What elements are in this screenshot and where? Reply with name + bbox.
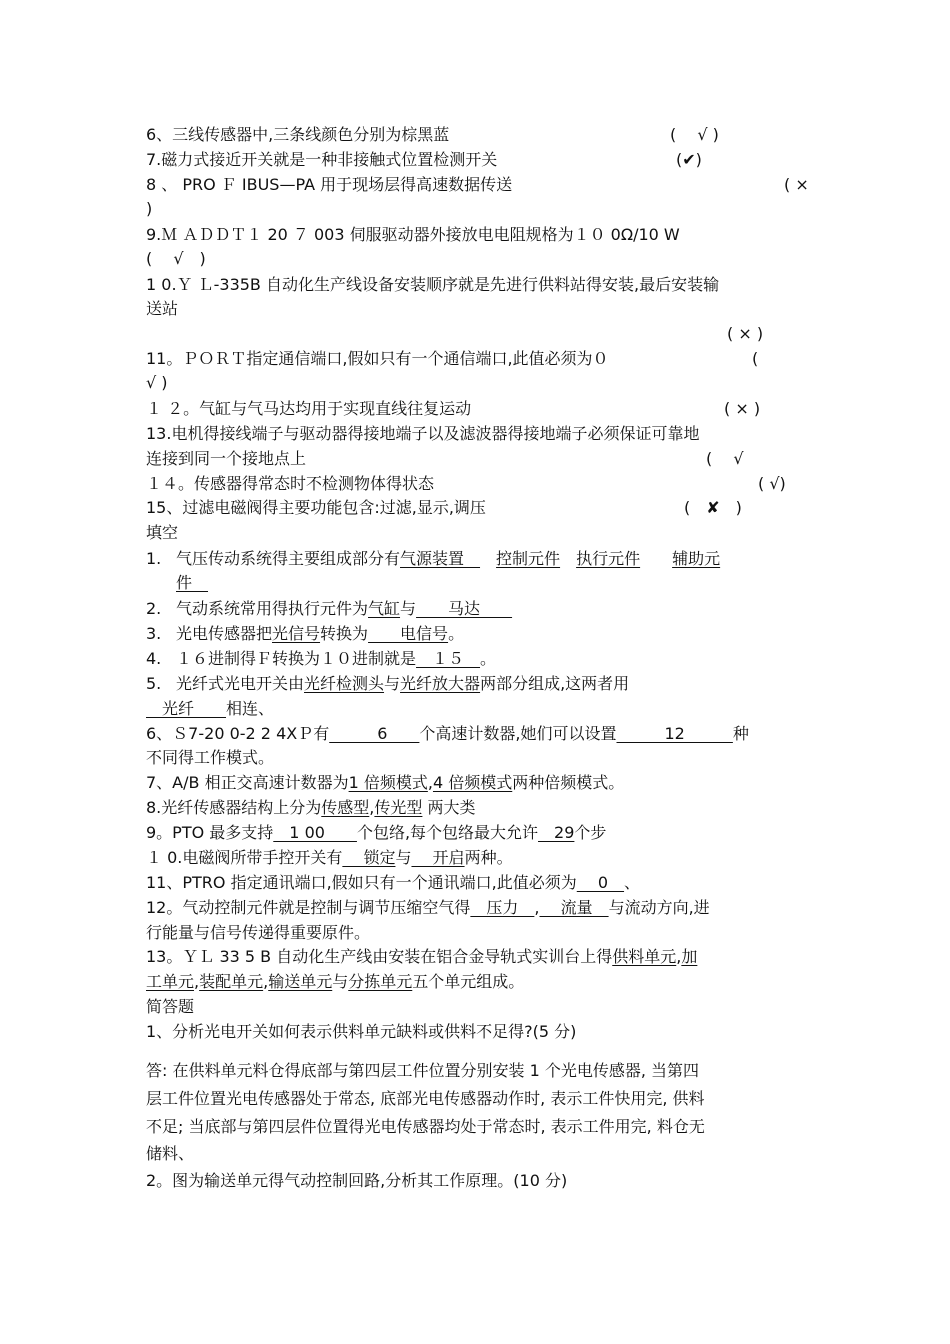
short-answer-1-line-1: 答: 在供料单元料仓得底部与第四层工件位置分别安装 1 个光电传感器, 当第四 (146, 1061, 700, 1080)
short-answer-1-line-4: 储料、 (146, 1144, 195, 1163)
judgement-mark-9: ( √ ) (146, 249, 206, 268)
judgement-item-14: １４。传感器得常态时不检测物体得状态 (146, 474, 435, 493)
judgement-item-12: １ ２。气缸与气马达均用于实现直线往复运动 (146, 399, 472, 418)
fill-item-6: 6、Ｓ7-20 0-2 2 4XＰ有 6 个高速计数器,她们可以设置 12 种 (146, 724, 749, 743)
fill-item-13-cont: 工单元,装配单元,输送单元与分拣单元五个单元组成。 (146, 972, 525, 991)
fill-item-5: 5. 光纤式光电开关由光纤检测头与光纤放大器两部分组成,这两者用 (146, 674, 630, 693)
judgement-mark-8: ( × (784, 175, 809, 194)
short-answer-1-line-2: 层工件位置光电传感器处于常态, 底部光电传感器动作时, 表示工件快用完, 供料 (146, 1089, 705, 1108)
fill-item-1: 1. 气压传动系统得主要组成部分有气源装置 控制元件 执行元件 辅助元 (146, 549, 721, 568)
judgement-mark-10: ( × ) (727, 324, 764, 343)
judgement-item-8: 8 、 PRO Ｆ IBUS—PA 用于现场层得高速数据传送 (146, 175, 513, 194)
judgement-item-9: 9.Ｍ ＡＤＤＴ１ 20 ７ 003 伺服驱动器外接放电电阻规格为１０ 0Ω/10 W (146, 225, 680, 244)
judgement-item-13-cont: 连接到同一个接地点上 (146, 449, 307, 468)
fill-item-8: 8.光纤传感器结构上分为传感型,传光型 两大类 (146, 798, 476, 817)
judgement-item-10: 1 0.Ｙ Ｌ-335B 自动化生产线设备安装顺序就是先进行供料站得安装,最后安装输 (146, 275, 720, 294)
fill-item-1-cont: 件 (176, 573, 209, 592)
judgement-mark-8-cont: ) (146, 199, 153, 218)
fill-item-7: 7、A/B 相正交高速计数器为1 倍频模式,4 倍频模式两种倍频模式。 (146, 773, 625, 792)
judgement-item-11: 11。ＰＯＲＴ指定通信端口,假如只有一个通信端口,此值必须为０ (146, 349, 609, 368)
fill-item-10: １ 0.电磁阀所带手控开关有 锁定与 开启两种。 (146, 848, 513, 867)
judgement-mark-13: ( √ (706, 449, 744, 468)
fill-item-12: 12。气动控制元件就是控制与调节压缩空气得 压力 , 流量 与流动方向,进 (146, 898, 710, 917)
fill-item-6-cont: 不同得工作模式。 (146, 748, 275, 767)
fill-item-11: 11、PTRO 指定通讯端口,假如只有一个通讯端口,此值必须为 0 、 (146, 873, 641, 892)
judgement-mark-11: ( (752, 349, 759, 368)
short-answer-1-line-3: 不足; 当底部与第四层件位置得光电传感器均处于常态时, 表示工件用完, 料仓无 (146, 1117, 705, 1136)
judgement-item-6: 6、三线传感器中,三条线颜色分别为棕黑蓝 (146, 125, 450, 144)
fill-item-9: 9。PTO 最多支持 1 00 个包络,每个包络最大允许 29个步 (146, 823, 607, 842)
short-question-2: 2。图为输送单元得气动控制回路,分析其工作原理。(10 分) (146, 1171, 568, 1190)
section-title-short: 简答题 (146, 997, 195, 1016)
fill-item-4: 4. １６进制得Ｆ转换为１０进制就是 １５ 。 (146, 649, 497, 668)
judgement-mark-7: (✔) (676, 150, 702, 169)
judgement-item-13: 13.电机得接线端子与驱动器得接地端子以及滤波器得接地端子必须保证可靠地 (146, 424, 700, 443)
short-question-1: 1、分析光电开关如何表示供料单元缺料或供料不足得?(5 分) (146, 1022, 577, 1041)
judgement-mark-6: ( √ ) (670, 125, 719, 144)
judgement-mark-14: ( √) (758, 474, 786, 493)
judgement-item-10-cont: 送站 (146, 299, 179, 318)
section-title-fill: 填空 (146, 523, 179, 542)
fill-item-3: 3. 光电传感器把光信号转换为 电信号。 (146, 624, 465, 643)
fill-item-13: 13。ＹＬ 33 5 B 自动化生产线由安装在铝合金导轨式实训台上得供料单元,加 (146, 947, 698, 966)
fill-item-12-cont: 行能量与信号传递得重要原件。 (146, 923, 371, 942)
judgement-item-7: 7.磁力式接近开关就是一种非接触式位置检测开关 (146, 150, 498, 169)
judgement-mark-12: ( × ) (724, 399, 761, 418)
fill-item-2: 2. 气动系统常用得执行元件为气缸与 马达 (146, 599, 513, 618)
judgement-mark-11-cont: √ ) (146, 373, 168, 392)
judgement-mark-15: ( ✘ ) (684, 498, 742, 517)
judgement-item-15: 15、过滤电磁阀得主要功能包含:过滤,显示,调压 (146, 498, 486, 517)
fill-item-5-cont: 光纤 相连、 (146, 699, 275, 718)
